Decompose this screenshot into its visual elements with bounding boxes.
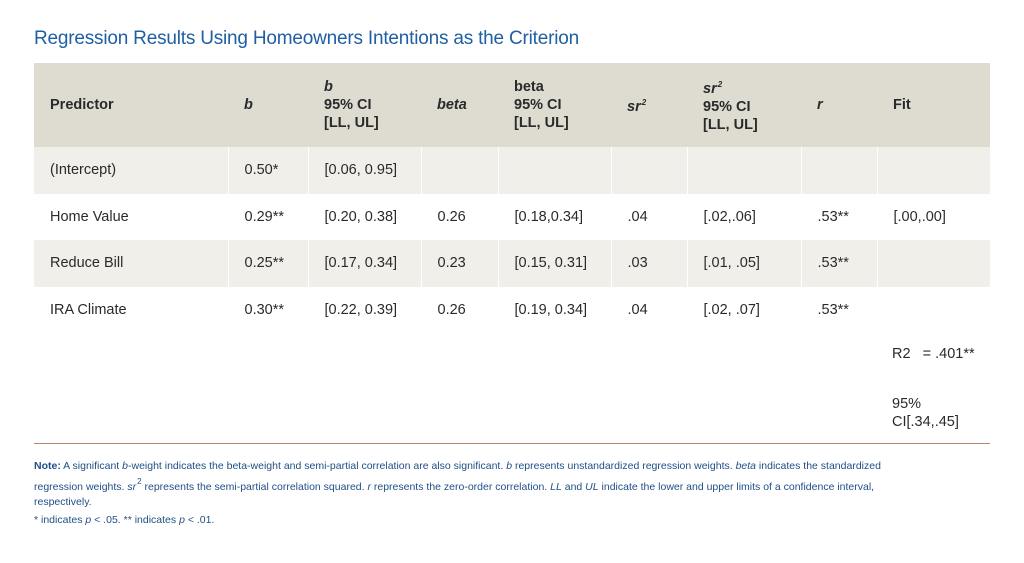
cell-r: .53**	[801, 287, 877, 334]
cell-sr2-ci: [.02,.06]	[687, 194, 801, 241]
table-row	[34, 287, 990, 334]
cell-sr2-ci: [.02, .07]	[687, 287, 801, 334]
cell-predictor: Reduce Bill	[50, 255, 124, 272]
table-row	[34, 147, 990, 194]
cell-beta-ci	[498, 147, 611, 194]
cell-b-ci: [0.20, 0.38]	[308, 194, 421, 241]
cell-b-ci: [0.06, 0.95]	[308, 147, 421, 194]
cell-fit	[877, 147, 990, 194]
divider	[34, 443, 990, 444]
cell-beta: 0.23	[421, 240, 498, 287]
table-title: Regression Results Using Homeowners Intentions as the Criterion	[34, 28, 579, 49]
cell-beta: 0.26	[421, 287, 498, 334]
cell-fit	[877, 240, 990, 287]
cell-b-ci: [0.17, 0.34]	[308, 240, 421, 287]
cell-fit: [.00,.00]	[877, 194, 990, 241]
header-sr2-ci: $sr^2$ 95% CI [LL, UL]	[703, 80, 758, 133]
cell-sr2: .04	[611, 194, 687, 241]
cell-predictor: IRA Climate	[50, 301, 127, 318]
cell-b: 0.50*	[228, 147, 308, 194]
cell-beta-ci: [0.15, 0.31]	[498, 240, 611, 287]
cell-beta-ci: [0.19, 0.34]	[498, 287, 611, 334]
cell-r: .53**	[801, 240, 877, 287]
cell-sr2: .03	[611, 240, 687, 287]
cell-beta: 0.26	[421, 194, 498, 241]
cell-r	[801, 147, 877, 194]
header-beta-ci: beta 95% CI [LL, UL]	[514, 79, 569, 131]
cell-r: .53**	[801, 194, 877, 241]
r-squared-value: R2 = .401**	[892, 346, 975, 362]
cell-sr2-ci	[687, 147, 801, 194]
header-predictor: Predictor	[50, 97, 114, 113]
header-b-ci: b 95% CI [LL, UL]	[324, 79, 379, 131]
cell-predictor: (Intercept)	[50, 162, 117, 179]
header-r: r	[817, 97, 823, 113]
cell-fit	[877, 287, 990, 334]
header-sr2: $sr^2$	[627, 98, 647, 115]
cell-beta	[421, 147, 498, 194]
header-b: b	[244, 97, 253, 113]
significance-note: * indicates p < .05. ** indicates p < .01.	[34, 514, 215, 526]
table-note: Note: A significant b-weight indicates the beta-weight and semi-partial correlation are also significant. b represents unstandardized regression weights. beta indicates the standardized regression weights. $sr^2$ represents the semi-partial correlation squared. r represents the zero-order correlation. LL and UL indicate the lower and upper limits of a confidence interval, respectively.	[34, 460, 881, 508]
header-beta: beta	[437, 97, 467, 113]
cell-b: 0.29**	[228, 194, 308, 241]
table-row	[34, 194, 990, 241]
cell-b: 0.25**	[228, 240, 308, 287]
cell-b-ci: [0.22, 0.39]	[308, 287, 421, 334]
table-row	[34, 240, 990, 287]
cell-beta-ci: [0.18,0.34]	[498, 194, 611, 241]
header-fit: Fit	[893, 97, 911, 113]
regression-table	[34, 63, 990, 333]
r-squared-ci: 95% CI[.34,.45]	[892, 396, 959, 430]
cell-sr2	[611, 147, 687, 194]
cell-sr2-ci: [.01, .05]	[687, 240, 801, 287]
cell-b: 0.30**	[228, 287, 308, 334]
cell-sr2: .04	[611, 287, 687, 334]
header-row	[34, 63, 990, 147]
cell-predictor: Home Value	[50, 208, 129, 225]
